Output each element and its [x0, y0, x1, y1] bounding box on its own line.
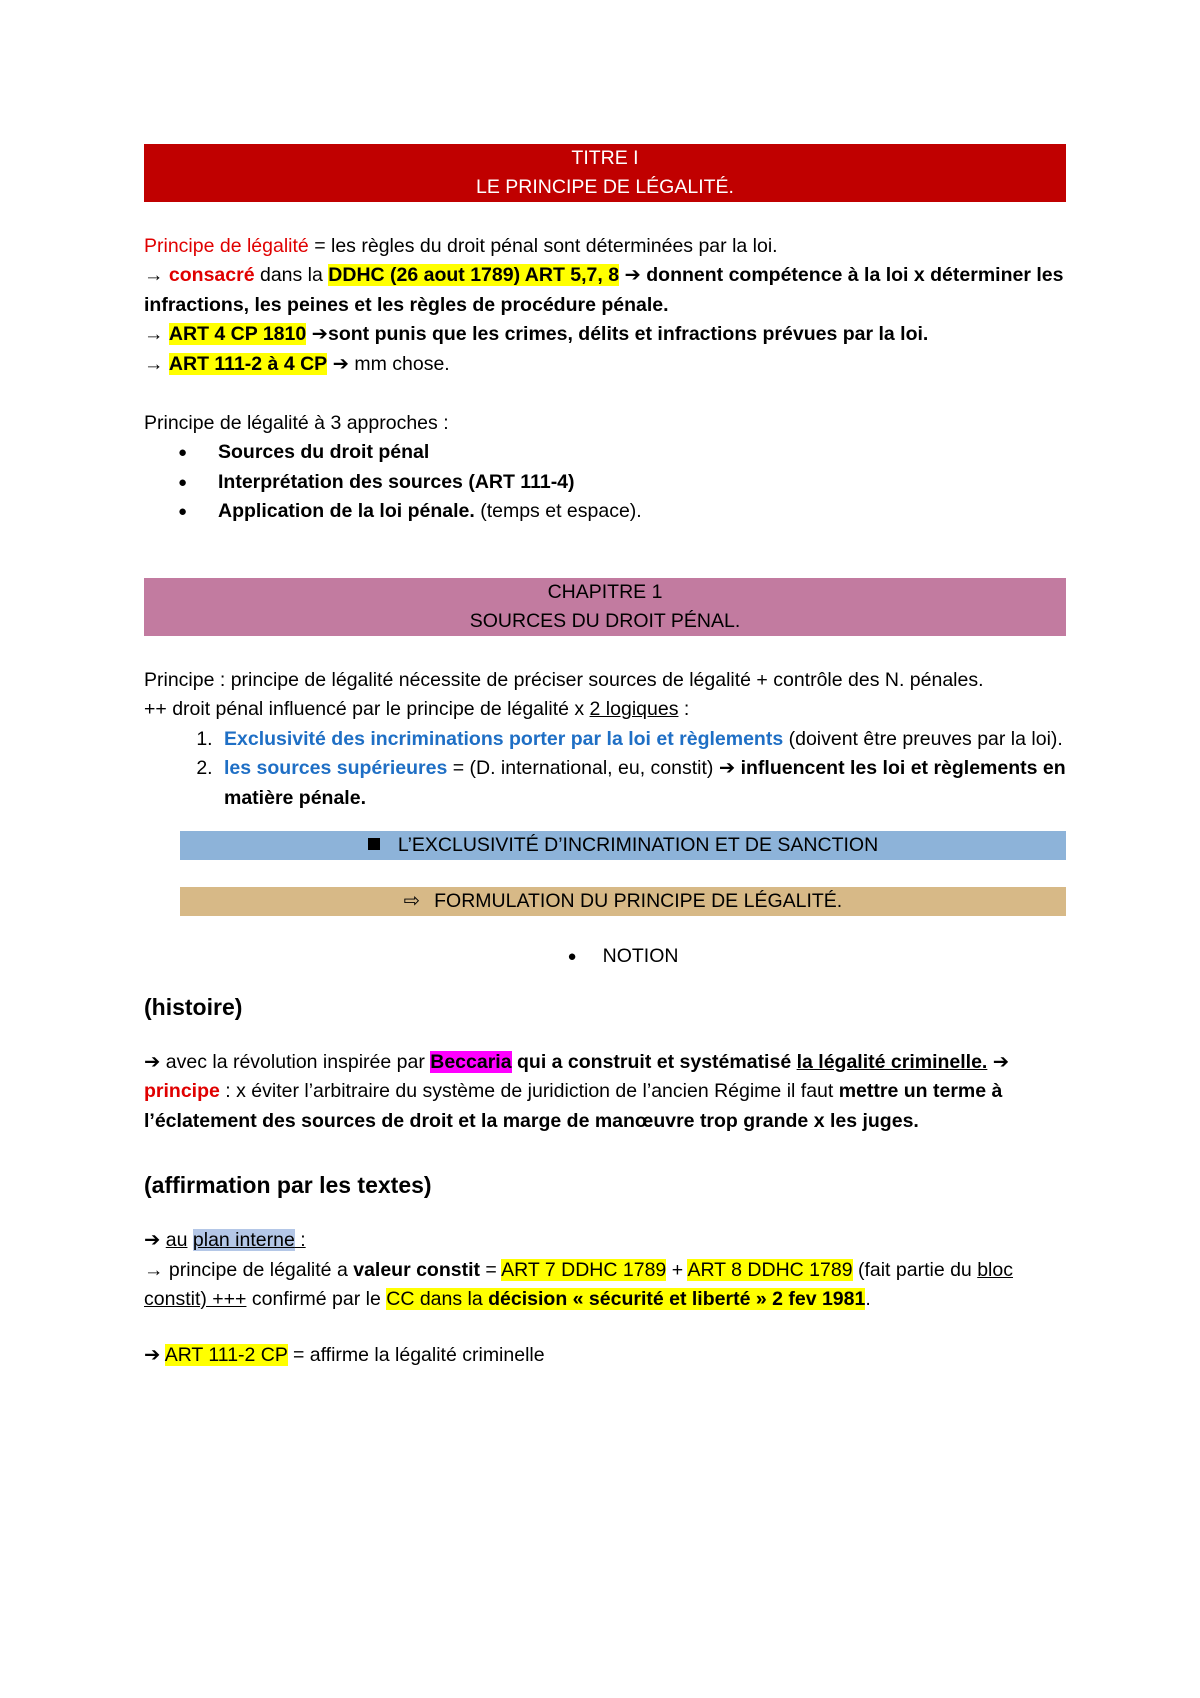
- logiques-list: [144, 725, 1066, 814]
- bold-arrow-icon: ➔: [144, 1050, 161, 1073]
- bold-arrow-icon: ➔: [624, 264, 641, 286]
- section-exclusivite: L’EXCLUSIVITÉ D’INCRIMINATION ET DE SANCTION: [180, 831, 1066, 860]
- bold-arrow-icon: ➔: [332, 352, 349, 375]
- list-item: ● Application de la loi pénale. (temps et espace).: [178, 497, 1066, 527]
- bold-arrow-icon: ➔: [718, 757, 736, 779]
- list-item: ● Sources du droit pénal: [178, 438, 1066, 468]
- square-bullet-icon: [368, 838, 380, 850]
- section-formulation: ⇨ FORMULATION DU PRINCIPE DE LÉGALITÉ.: [180, 887, 1066, 916]
- list-item: 1. Exclusivité des incriminations porter par la loi et règlements (doivent être preuves par la loi).: [218, 725, 1066, 755]
- chapitre-banner: [144, 578, 1066, 636]
- chapitre-line2: SOURCES DU DROIT PÉNAL.: [469, 610, 741, 632]
- arrow-icon: →: [144, 352, 164, 375]
- principe-text: Principe : principe de légalité nécessite de préciser sources de légalité + contrôle des N. pénales.: [144, 668, 984, 691]
- approches-list: [144, 438, 1066, 527]
- list-item: ● Interprétation des sources (ART 111-4): [178, 468, 1066, 498]
- titre-line1: TITRE I: [571, 147, 639, 169]
- intro-art4: → ART 4 CP 1810 ➔sont punis que les crimes, délits et infractions prévues par la loi.: [144, 323, 929, 345]
- bold-arrow-icon: ➔: [311, 323, 328, 345]
- intro-ddhc: → consacré dans la DDHC (26 aout 1789) ART 5,7, 8 ➔ donnent compétence à la loi x déterminer les infractions, les peines et les règles de procédure pénale.: [144, 264, 1064, 316]
- histoire-text: ➔ avec la révolution inspirée par Beccaria qui a construit et systématisé la légalité criminelle. ➔ principe : x éviter l’arbitraire du système de juridiction de l’ancien Régime il faut mettre un terme à l’éclatement des sources de droit et la marge de manœuvre trop grande x les juges.: [144, 1050, 1010, 1132]
- bold-arrow-icon: ➔: [144, 1343, 161, 1366]
- principe-logiques: ++ droit pénal influencé par le principe de légalité x 2 logiques :: [144, 698, 690, 720]
- arrow-icon: →: [144, 323, 164, 345]
- arrow-icon: →: [144, 264, 164, 286]
- affirmation-heading: (affirmation par les textes): [144, 1172, 432, 1198]
- notion-heading: ● NOTION: [567, 945, 679, 967]
- plan-interne: ➔ au plan interne :: [144, 1229, 306, 1251]
- term-principe: Principe de légalité: [144, 234, 309, 257]
- bullet-icon: ●: [567, 948, 577, 965]
- approches-lead: Principe de légalité à 3 approches :: [144, 411, 449, 434]
- list-item: 2. les sources supérieures = (D. international, eu, constit) ➔ influencent les loi et règlements en matière pénale.: [218, 754, 1066, 813]
- bold-arrow-icon: ➔: [144, 1229, 161, 1251]
- intro-definition: Principe de légalité = les règles du droit pénal sont déterminées par la loi.: [144, 234, 778, 257]
- titre-banner: [144, 144, 1066, 202]
- chapitre-line1: CHAPITRE 1: [547, 581, 663, 603]
- intro-art111: → ART 111-2 à 4 CP ➔ mm chose.: [144, 352, 450, 375]
- histoire-heading: (histoire): [144, 993, 243, 1020]
- valeur-constit: → principe de légalité a valeur constit = ART 7 DDHC 1789 + ART 8 DDHC 1789 (fait partie du bloc constit) +++ confirmé par le CC dans la décision « sécurité et liberté » 2 fev 1981.: [144, 1258, 1013, 1310]
- art-111-2: ➔ ART 111-2 CP = affirme la légalité criminelle: [144, 1343, 545, 1366]
- titre-line2: LE PRINCIPE DE LÉGALITÉ.: [476, 176, 734, 198]
- hollow-arrow-icon: ⇨: [403, 890, 421, 912]
- bold-arrow-icon: ➔: [992, 1050, 1010, 1073]
- arrow-icon: →: [144, 1258, 164, 1281]
- document-content: [144, 144, 1066, 1370]
